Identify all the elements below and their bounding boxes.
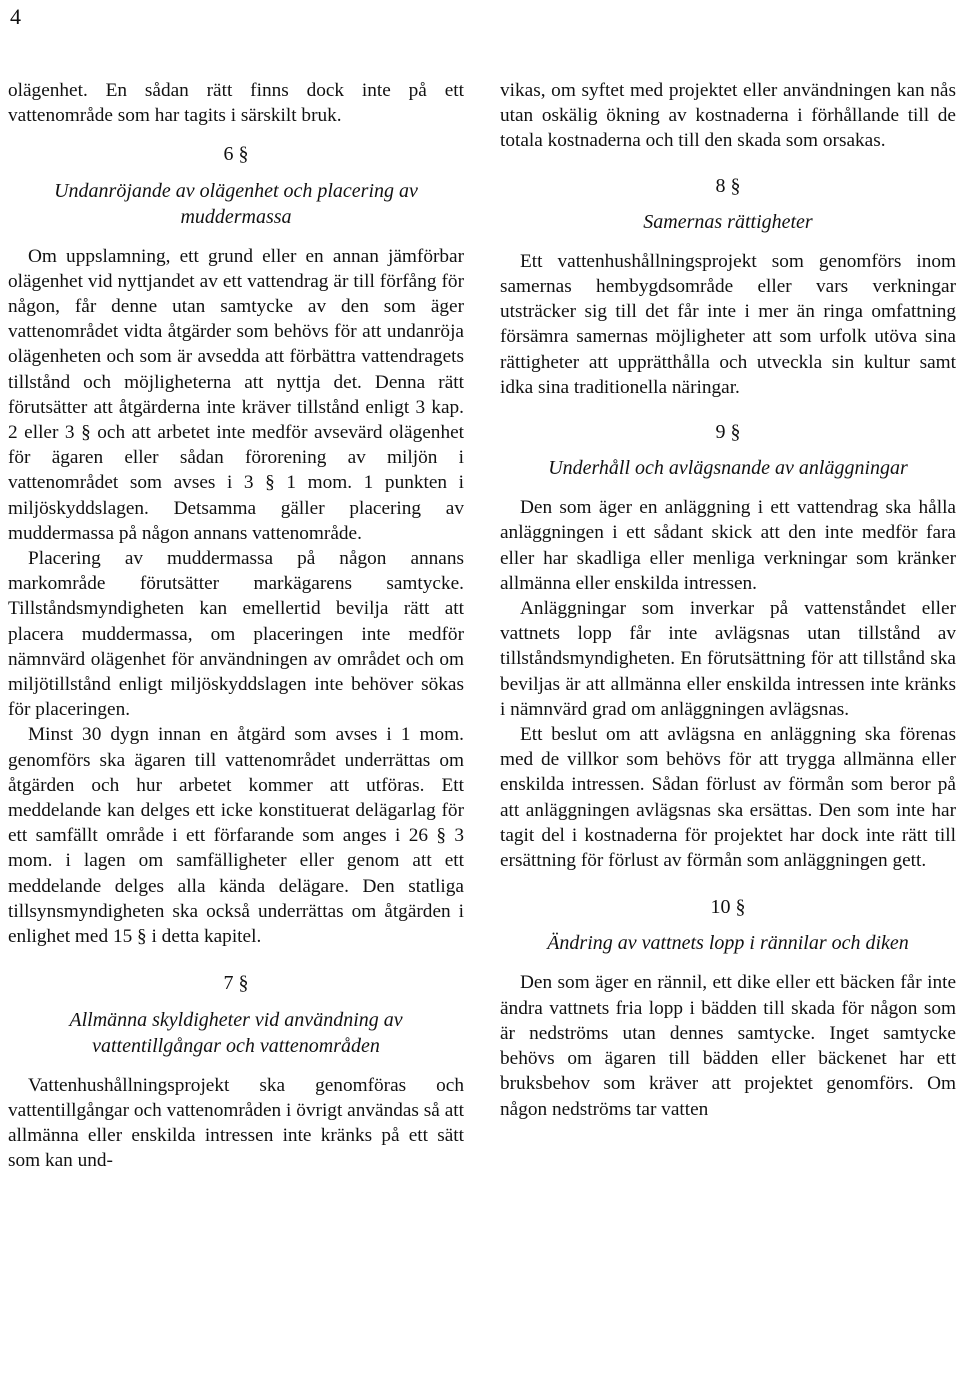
paragraph: Minst 30 dygn innan en åtgärd som avses i 1 mom. genomförs ska ägaren till vattenområdet underrättas om åtgärden och hur arbetet kommer att utföras. Ett meddelande kan delges ett icke konstituerat delägarlag för ett samfällt område i ett förfarande som anges i 26 § 3 mom. i lagen om samfälligheter eller genom att ett meddelande delges alla kända delägare. Den statliga tillsynsmyndigheten ska också underrättas om åtgärden i enlighet med 15 § i detta kapitel. — [8, 724, 464, 948]
page-number: 4 — [10, 4, 21, 29]
section-number-7: 7 § — [223, 972, 249, 995]
paragraph: Ett beslut om att avlägsna en anläggning ska förenas med de villkor som behövs för att trygga allmänna eller enskilda intressen. Sådan förlust av förmån som beror på att anläggningen avlägsnas ska ersättas. Den som inte har tagit del i kostnaderna för projektet har dock inte rätt till ersättning för förlust av förmån som anläggningen gett. — [500, 724, 956, 872]
paragraph: Anläggningar som inverkar på vattenståndet eller vattnets lopp får inte avlägsnas utan tillstånd av tillståndsmyndigheten. En förutsättning för att tillstånd ska beviljas är att allmänna eller enskilda intressen inte kränks i nämnvärd grad om anläggningen avlägsnas. — [500, 598, 956, 720]
section-number-6: 6 § — [223, 143, 249, 166]
section-number-10: 10 § — [710, 896, 746, 919]
section-number-8: 8 § — [715, 174, 741, 197]
right-column — [500, 78, 956, 1122]
left-column — [8, 78, 464, 1173]
section-heading-9: Underhåll och avlägsnande av anläggningar — [548, 457, 908, 480]
section-heading-6: Undanröjande av olägenhet och placering av muddermassa — [54, 179, 418, 228]
paragraph: Ett vattenhushållningsprojekt som genomförs inom samernas hembygdsområde eller vars verkningar utsträcker sig till det får inte i mer än ringa omfattning försämra samernas möjligheter att som urfolk utöva sina rättigheter att upprätthålla och utveckla sin kultur samt idka sina traditionella näringar. — [500, 250, 956, 398]
paragraph: Om uppslamning, ett grund eller en annan jämförbar olägenhet vid nyttjandet av ett vattendrag är till förfång för någon, får denne utan samtycke av den som äger vattenområdet vidta åtgärder som behövs för att undanröja olägenheten och som är avsedda att förbättra vattendragets tillstånd och möjligheterna att nyttja det. Denna rätt förutsätter att åtgärderna inte kräver tillstånd enligt 3 kap. 2 eller 3 § och att arbetet inte medför avsevärd olägenhet för ägaren eller sådan förorening av miljön i vattenområdet som avses i 3 § 1 mom. 1 punkten i miljöskyddslagen. Detsamma gäller placering av muddermassa på någon annans vattenområde. — [8, 245, 464, 544]
continued-paragraph: olägenhet. En sådan rätt finns dock inte på ett vattenområde som har tagits i särskilt bruk. — [8, 80, 464, 127]
paragraph: Den som äger en rännil, ett dike eller ett bäcken får inte ändra vattnets fria lopp i bädden till skada för någon som är nedströms utan dennes samtycke. Inget samtycke behövs om ägaren till bädden eller bäckenet har ett bruksbehov som kräver att projektet genomförs. Om någon nedströms tar vatten — [500, 972, 956, 1120]
paragraph: Den som äger en anläggning i ett vattendrag ska hålla anläggningen i ett sådant skick att den inte medför fara eller har skadliga eller menliga verkningar som kränker allmänna eller enskilda intressen. — [500, 497, 956, 594]
section-heading-10: Ändring av vattnets lopp i rännilar och diken — [547, 932, 909, 955]
section-heading-7: Allmänna skyldigheter vid användning av vattentillgångar och vattenområden — [69, 1008, 403, 1057]
section-heading-8: Samernas rättigheter — [643, 210, 813, 233]
continued-paragraph: vikas, om syftet med projektet eller användningen kan nås utan oskälig ökning av kostnaderna i förhållande till de totala kostnaderna och till den skada som orsakas. — [500, 80, 956, 152]
section-number-9: 9 § — [715, 421, 741, 444]
paragraph: Vattenhushållningsprojekt ska genomföras och vattentillgångar och vattenområden i övrigt användas så att allmänna eller enskilda intressen inte kränks på ett sätt som kan und- — [8, 1074, 464, 1172]
paragraph: Placering av muddermassa på någon annans markområde förutsätter markägarens samtycke. Tillståndsmyndigheten kan emellertid bevilja rätt att placera muddermassa, om placeringen inte medför nämnvärd olägenhet för användningen av området och om miljötillstånd enligt miljöskyddslagen inte behöver sökas för placeringen. — [8, 548, 464, 721]
